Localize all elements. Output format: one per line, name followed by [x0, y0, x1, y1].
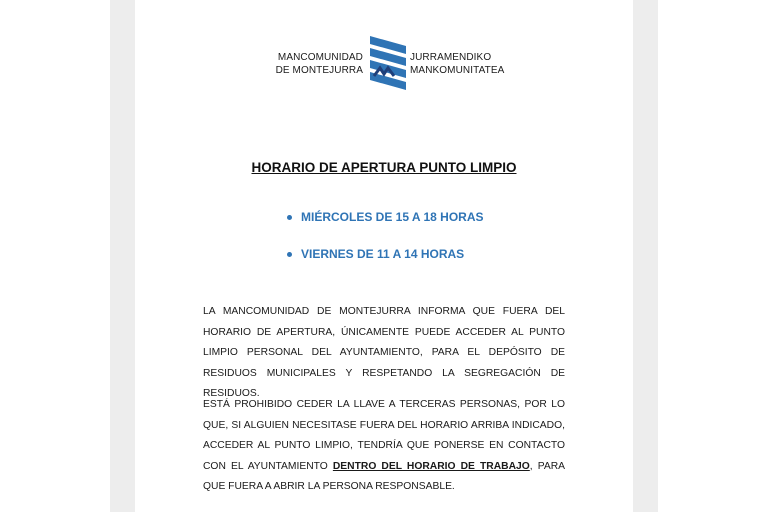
- logo-right-line2: MANKOMUNITATEA: [410, 65, 505, 76]
- bullet-icon: [287, 215, 292, 220]
- logo-text-spanish: [276, 51, 363, 77]
- schedule-list: [287, 210, 483, 284]
- logo-left-line1: MANCOMUNIDAD: [277, 52, 363, 63]
- prohibition-paragraph: [203, 395, 565, 498]
- left-margin-strip: [110, 0, 135, 512]
- paragraph-text: ESTÁ PROHIBIDO CEDER LA LLAVE A TERCERAS PERSONAS, POR LO QUE, SI ALGUIEN NECESITASE FUERA DEL HORARIO ARRIBA INDICADO, ACCEDER AL PUNTO LIMPIO, TENDRÍA QUE PONERSE EN CONTACTO CON EL AYUNTAMIENTO: [203, 399, 565, 472]
- schedule-item-label: MIÉRCOLES DE 15 A 18 HORAS: [301, 210, 484, 224]
- paragraph-text-end: , PARA QUE FUERA A ABRIR LA PERSONA RESPONSABLE.: [203, 460, 566, 493]
- list-item: [287, 210, 483, 247]
- list-item: [287, 247, 483, 284]
- logo-left-line2: DE MONTEJURRA: [275, 65, 363, 76]
- montejurra-emblem-icon: [368, 32, 408, 92]
- logo-right-line1: JURRAMENDIKO: [410, 52, 492, 63]
- page-title: HORARIO DE APERTURA PUNTO LIMPIO: [251, 160, 517, 175]
- document-page: [135, 0, 633, 512]
- bullet-icon: [287, 252, 292, 257]
- logo-text-basque: [410, 51, 504, 77]
- info-paragraph: LA MANCOMUNIDAD DE MONTEJURRA INFORMA QUE FUERA DEL HORARIO DE APERTURA, ÚNICAMENTE PUEDE ACCEDER AL PUNTO LIMPIO PERSONAL DEL AYUNTAMIENTO, PARA EL DEPÓSITO DE RESIDUOS MUNICIPALES Y RESPETANDO LA SEGREGACIÓN DE RESIDUOS.: [203, 306, 565, 400]
- schedule-item-label: VIERNES DE 11 A 14 HORAS: [301, 247, 465, 261]
- right-margin-strip: [633, 0, 658, 512]
- emphasis-text: DENTRO DEL HORARIO DE TRABAJO: [332, 460, 530, 472]
- header-logo: [135, 30, 633, 100]
